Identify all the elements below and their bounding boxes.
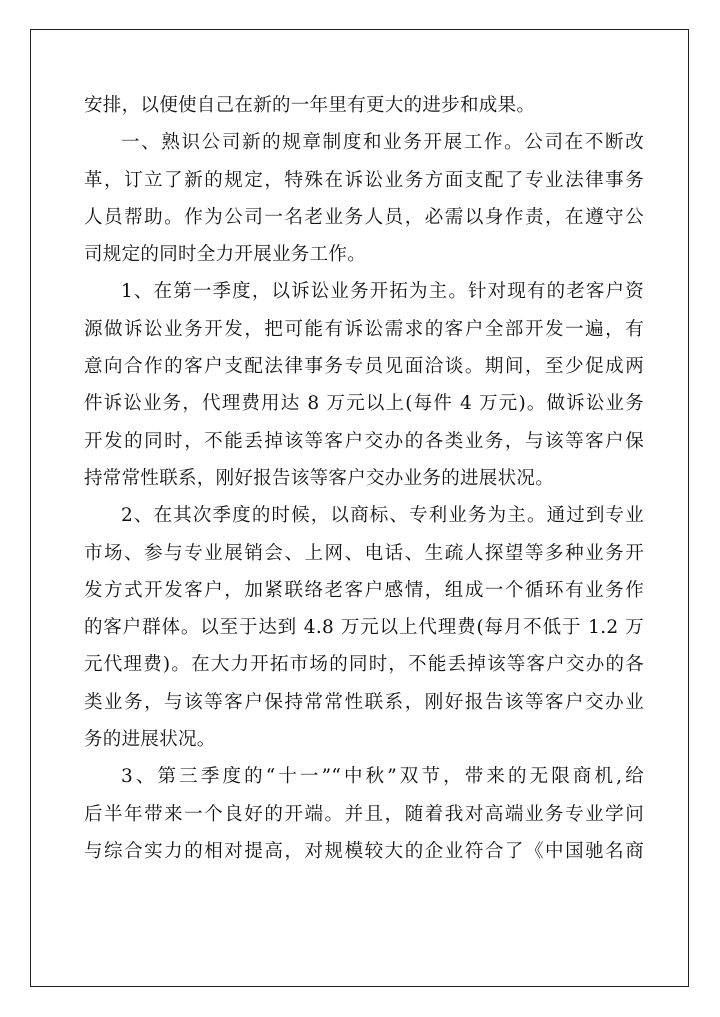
text-line-1: 安排，以便使自己在新的一年里有更大的进步和成果。: [84, 95, 536, 116]
text-line-11: 持常常性联系，刚好报告该等客户交办业务的进展状况。: [84, 467, 555, 489]
text-line-14: 发方式开发客户，加紧联络老客户感情，组成一个循环有业务作: [84, 579, 644, 601]
text-line-10: 开发的同时，不能丢掉该等客户交办的各类业务，与该等客户保: [84, 430, 644, 452]
text-line-6: 1、在第一季度，以诉讼业务开拓为主。针对现有的老客户资: [121, 281, 644, 303]
text-line-5: 司规定的同时全力开展业务工作。: [84, 244, 367, 266]
text-line-21: 与综合实力的相对提高，对规模较大的企业符合了《中国驰名商: [84, 840, 644, 862]
text-line-16: 元代理费)。在大力开拓市场的同时，不能丢掉该等客户交办的各: [84, 654, 644, 676]
text-line-2: 一、熟识公司新的规章制度和业务开展工作。公司在不断改: [121, 132, 644, 154]
document-body: [84, 87, 644, 870]
text-line-4: 人员帮助。作为公司一名老业务人员，必需以身作责，在遵守公: [84, 206, 644, 228]
text-line-15: 的客户群体。以至于达到 4.8 万元以上代理费(每月不低于 1.2 万: [84, 617, 644, 639]
text-line-9: 件诉讼业务，代理费用达 8 万元以上(每件 4 万元)。做诉讼业务: [84, 393, 644, 415]
text-line-19: 3、第三季度的“十一”“中秋”双节，带来的无限商机,给: [121, 766, 644, 788]
text-line-7: 源做诉讼业务开发，把可能有诉讼需求的客户全部开发一遍，有: [84, 318, 644, 340]
text-line-20: 后半年带来一个良好的开端。并且，随着我对高端业务专业学问: [84, 803, 644, 825]
text-line-13: 市场、参与专业展销会、上网、电话、生疏人探望等多种业务开: [84, 542, 644, 564]
text-line-18: 务的进展状况。: [84, 729, 216, 751]
text-line-3: 革，订立了新的规定，特殊在诉讼业务方面支配了专业法律事务: [84, 169, 644, 191]
text-line-8: 意向合作的客户支配法律事务专员见面洽谈。期间，至少促成两: [84, 356, 644, 378]
text-line-17: 类业务，与该等客户保持常常性联系，刚好报告该等客户交办业: [84, 691, 644, 713]
text-line-12: 2、在其次季度的时候，以商标、专利业务为主。通过到专业: [121, 505, 644, 527]
